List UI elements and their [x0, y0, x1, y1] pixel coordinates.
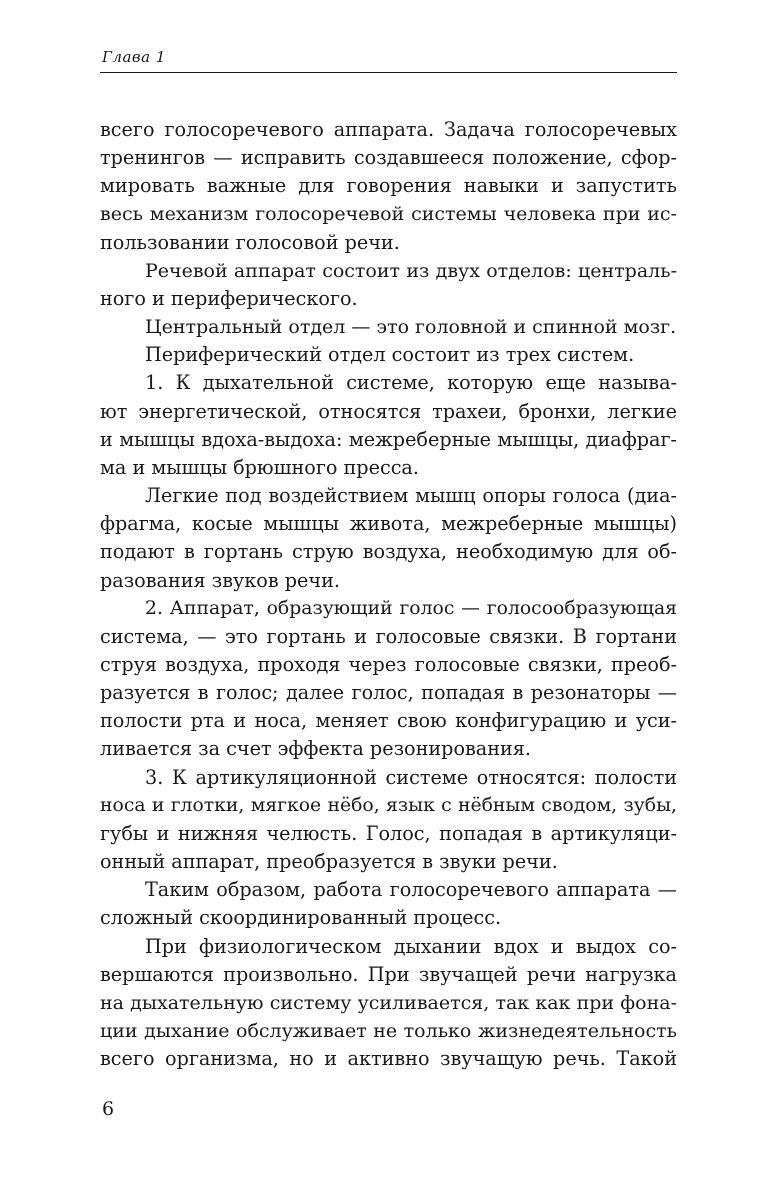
- text-line: Таким образом, работа голосоречевого аппарата —: [145, 878, 677, 902]
- header-rule: [100, 72, 677, 73]
- text-line: разуется в голос; далее голос, попадая в резонаторы —: [100, 681, 677, 705]
- text-line: 3. К артикуляционной системе относятся: полости: [145, 765, 677, 789]
- text-line: ливается за счет эффекта резонирования.: [100, 737, 532, 761]
- body-text: [100, 116, 677, 1073]
- text-line: Периферический отдел состоит из трех систем.: [145, 343, 635, 367]
- text-line: Речевой аппарат состоит из двух отделов: централь-: [145, 259, 677, 282]
- text-line: вершаются произвольно. При звучащей речи нагрузка: [100, 962, 677, 986]
- text-line: всего голосоречевого аппарата. Задача голосоречевых: [100, 118, 677, 141]
- text-line: разования звуков речи.: [100, 568, 340, 592]
- text-line: мировать важные для говорения навыки и запустить: [100, 174, 677, 198]
- text-line: подают в гортань струю воздуха, необходимую для об-: [100, 540, 677, 564]
- text-line: Легкие под воздействием мышц опоры голоса (диа-: [145, 484, 677, 508]
- text-line: При физиологическом дыхании вдох и выдох со-: [145, 934, 677, 958]
- text-line: струя воздуха, проходя через голосовые связки, преоб-: [100, 652, 677, 676]
- text-line: 2. Аппарат, образующий голос — голосообразующая: [145, 597, 677, 619]
- text-line: и мышцы вдоха-выдоха: межреберные мышцы, диафраг-: [100, 427, 677, 451]
- text-line: весь механизм голосоречевой системы человека при ис-: [100, 203, 677, 226]
- text-line: Центральный отдел — это головной и спинной мозг.: [145, 316, 677, 339]
- page-number: 6: [102, 1098, 115, 1120]
- text-line: на дыхательную систему усиливается, так как при фона-: [100, 991, 677, 1014]
- text-line: ного и периферического.: [100, 286, 358, 310]
- text-line: полости рта и носа, меняет свою конфигурацию и уси-: [100, 709, 677, 733]
- text-line: система, — это гортань и голосовые связки. В гортани: [100, 624, 677, 648]
- text-line: онный аппарат, преобразуется в звуки речи.: [100, 850, 558, 874]
- text-line: ют энергетической, относятся трахеи, бронхи, легкие: [100, 399, 677, 423]
- text-line: всего организма, но и активно звучащую речь. Такой: [100, 1047, 677, 1071]
- text-line: тренингов — исправить создавшееся положение, сфор-: [100, 146, 677, 170]
- running-head: Глава 1: [102, 48, 166, 66]
- text-line: фрагма, косые мышцы живота, межреберные мышцы): [100, 512, 677, 536]
- text-line: губы и нижняя челюсть. Голос, попадая в артикуляци-: [100, 821, 677, 845]
- text-line: носа и глотки, мягкое нёбо, язык с нёбным сводом, зубы,: [100, 794, 677, 816]
- text-line: сложный скоординированный процесс.: [100, 906, 502, 930]
- text-line: 1. К дыхательной системе, которую еще называ-: [145, 371, 677, 395]
- text-line: ции дыхание обслуживает не только жизнедеятельность: [100, 1020, 677, 1042]
- text-line: пользовании голосовой речи.: [100, 230, 400, 254]
- text-line: ма и мышцы брюшного пресса.: [100, 455, 419, 479]
